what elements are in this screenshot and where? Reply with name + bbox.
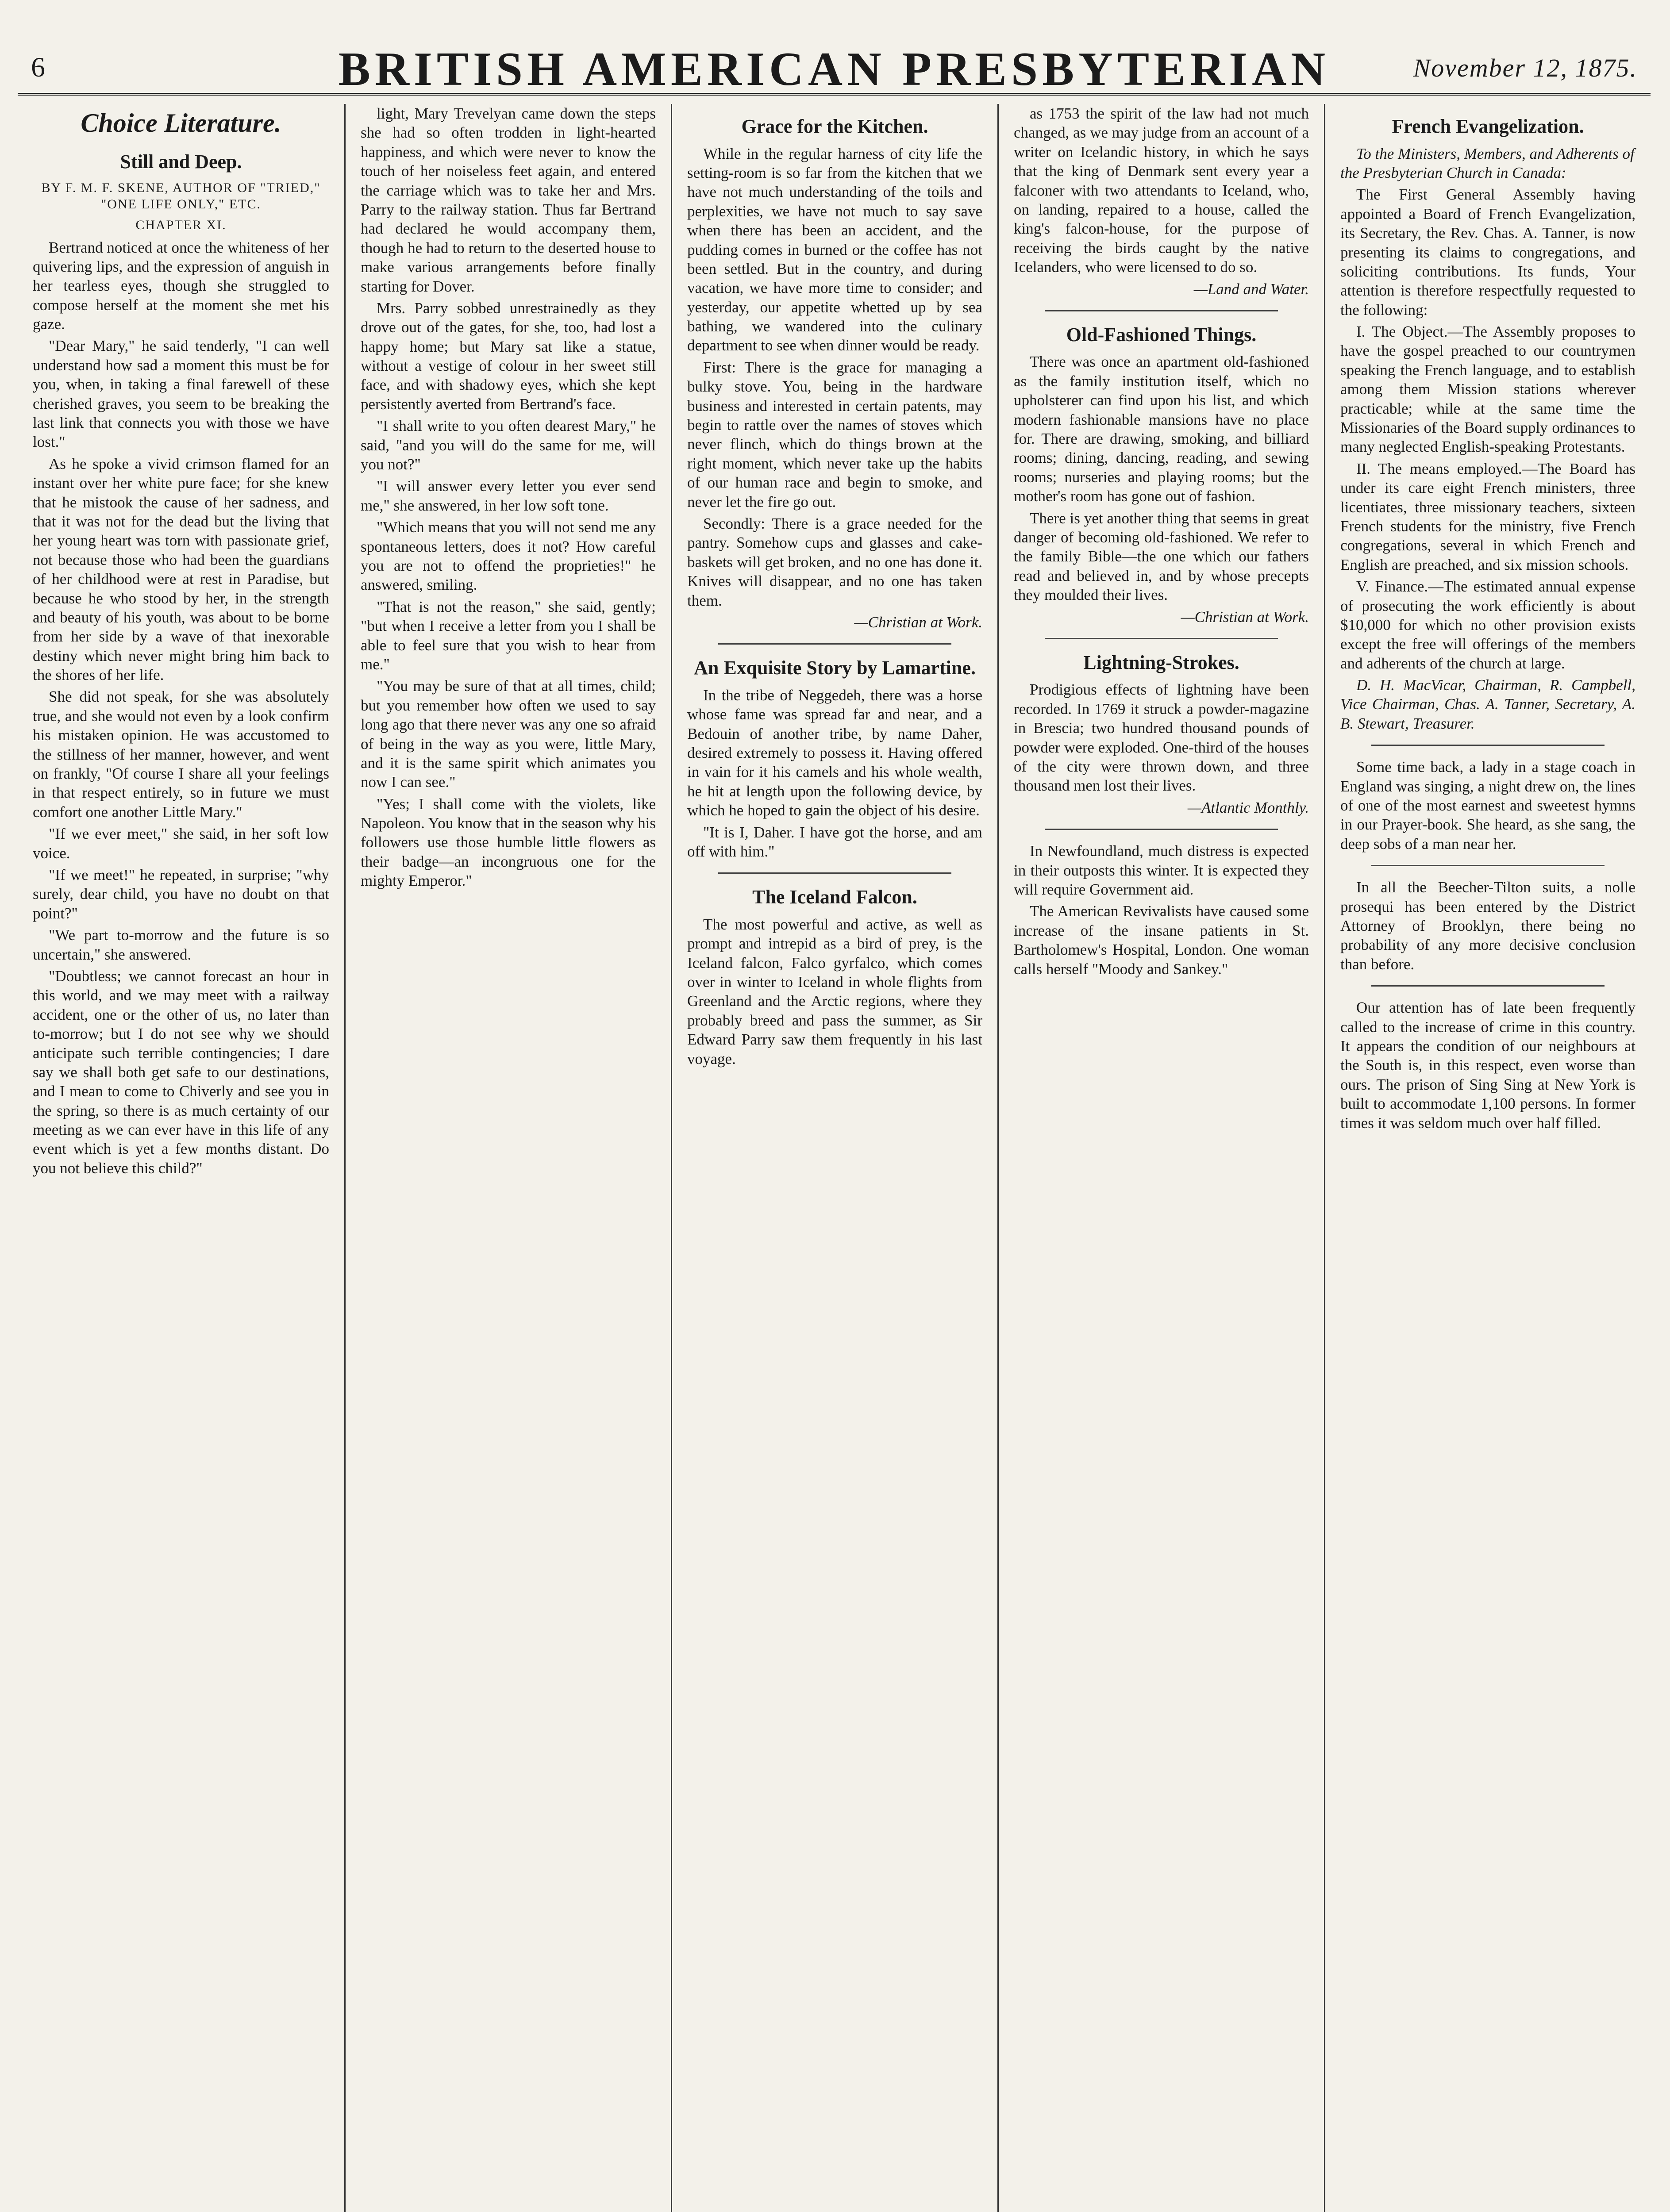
paragraph: II. The means employed.—The Board has under its care eight French ministers, three licentiates, three missionary teachers, sixteen French students for the ministry, five French congregations, several in which French and English are preached, and six mission schools. (1340, 460, 1635, 573)
page-number: 6 (31, 51, 45, 83)
paragraph: V. Finance.—The estimated annual expense of prosecuting the work efficiently is about $10,000 for which no other provision exists except the free will offerings of the members and adherents of the church at large. (1340, 578, 1635, 672)
attribution: —Land and Water. (1193, 280, 1309, 298)
paragraph: While in the regular harness of city life the setting-room is so far from the kitchen that we have not much understanding of the toils and perplexities, we have not much to say save when there has been an accident, and the pudding comes in burned or the coffee has not been settled. But in the country, and during vacation, we have more time to consider; and yesterday, our appetite whetted up by sea bathing, we wandered into the culinary department to see when dinner would be ready. (687, 145, 982, 354)
column-1 (18, 104, 344, 2212)
paragraph: I. The Object.—The Assembly proposes to have the gospel preached to our countrymen speaking the French language, and to establish among them Mission stations wherever practicable; while at the same time the Missionaries of the Board supply ordinances to many neglected English-speaking Protestants. (1340, 323, 1635, 456)
column-5 (1324, 104, 1651, 2212)
article-heading: An Exquisite Story by Lamartine. (694, 657, 976, 679)
divider (1371, 985, 1605, 987)
paragraph: "I shall write to you often dearest Mary," he said, "and you will do the same for me, will you not?" (361, 417, 656, 473)
paragraph: "If we meet!" he repeated, in surprise; "why surely, dear child, you have no doubt on that point?" (33, 866, 329, 922)
article-heading: Lightning-Strokes. (1083, 651, 1239, 673)
paragraph: Our attention has of late been frequently called to the increase of crime in this country. It appears the condition of our neighbours at the South is, in this respect, even worse than ours. The prison of Sing Sing at New York is built to accommodate 1,100 persons. In former times it was seldom much over half filled. (1340, 999, 1635, 1132)
paragraph: Secondly: There is a grace needed for the pantry. Somehow cups and glasses and cake-baskets will get broken, and no one has done it. Knives will disappear, and no one has taken them. (687, 515, 982, 609)
paragraph: The First General Assembly having appointed a Board of French Evangelization, its Secretary, the Rev. Chas. A. Tanner, is now presenting its claims to congregations, and soliciting contributions. Its funds, Your attention is therefore respectfully requested to the following: (1340, 186, 1635, 319)
attribution: —Christian at Work. (854, 613, 982, 631)
paragraph: "Which means that you will not send me any spontaneous letters, does it not? How careful you are not to offend the proprieties!" he answered, smiling. (361, 518, 656, 594)
column-4 (997, 104, 1324, 2212)
paragraph: First: There is the grace for managing a bulky stove. You, being in the hardware business and interested in certain patents, may begin to rattle over the names of stoves which never flinch, which do things brown at the right moment, which never take up the habits of our human race and begin to smoke, and never let the fire go out. (687, 358, 982, 511)
issue-date: November 12, 1875. (1413, 54, 1637, 82)
paragraph: Mrs. Parry sobbed unrestrainedly as they drove out of the gates, for she, too, had lost a happy home; but Mary sat like a statue, without a vestige of colour in her sweet still face, and with shadowy eyes, which she kept persistently averted from Bertrand's face. (361, 299, 656, 413)
attribution: —Atlantic Monthly. (1187, 799, 1309, 816)
signatures: D. H. MacVicar, Chairman, R. Campbell, Vice Chairman, Chas. A. Tanner, Secretary, A. B. Stewart, Treasurer. (1340, 676, 1635, 732)
paragraph: "We part to-morrow and the future is so uncertain," she answered. (33, 926, 329, 963)
salutation: To the Ministers, Members, and Adherents of the Presbyterian Church in Canada: (1340, 145, 1635, 181)
attribution: —Christian at Work. (1181, 608, 1309, 626)
paragraph: The American Revivalists have caused some increase of the insane patients in St. Bartholomew's Hospital, London. One woman calls herself "Moody and Sankey." (1014, 902, 1309, 978)
divider (718, 872, 951, 874)
article-columns (18, 104, 1651, 2212)
article-heading: Grace for the Kitchen. (741, 115, 928, 137)
story-title: Still and Deep. (120, 151, 242, 173)
paragraph: light, Mary Trevelyan came down the steps she had so often trodden in light-hearted happiness, and which were never to know the touch of her noiseless feet again, and entered the carriage which was to take her and Mrs. Parry to the railway station. Thus far Bertrand had declared he would accompany them, though he had to return to the deserted house to make various arrangements before finally starting for Dover. (361, 105, 656, 295)
column-2 (344, 104, 671, 2212)
paragraph: "Dear Mary," he said tenderly, "I can well understand how sad a moment this must be for you, when, in taking a final farewell of these cherished graves, you seem to be breaking the last link that connects you with those we have lost." (33, 337, 329, 451)
paragraph: In Newfoundland, much distress is expected in their outposts this winter. It is expected they will require Government aid. (1014, 842, 1309, 898)
paragraph: Prodigious effects of lightning have been recorded. In 1769 it struck a powder-magazine in Brescia; two hundred thousand pounds of powder were exploded. One-third of the houses of the city were thrown down, and three thousand men lost their lives. (1014, 681, 1309, 795)
divider (1045, 829, 1278, 830)
article-heading: The Iceland Falcon. (752, 886, 917, 908)
paragraph: "If we ever meet," she said, in her soft low voice. (33, 825, 329, 862)
newspaper-title: BRITISH AMERICAN PRESBYTERIAN (338, 43, 1330, 96)
divider (1045, 310, 1278, 311)
paragraph: In all the Beecher-Tilton suits, a nolle prosequi has been entered by the District Attorney of Brooklyn, there being no probability of any more decisive conclusion than before. (1340, 879, 1635, 973)
paragraph: "You may be sure of that at all times, child; but you remember how often we used to say long ago that there never was any one so afraid of being in the way as you were, little Mary, and it is the same spirit which animates you now I can see." (361, 677, 656, 791)
paragraph: She did not speak, for she was absolutely true, and she would not even by a look confirm his mistaken opinion. He was accustomed to the stillness of her manner, however, and went on frankly, "Of course I share all your feelings in that respect entirely, so in future we must comfort one another Little Mary." (33, 688, 329, 821)
paragraph: There is yet another thing that seems in great danger of becoming old-fashioned. We refer to the family Bible—the one which our fathers read and believed in, and by whose precepts they moulded their lives. (1014, 509, 1309, 604)
paragraph: "It is I, Daher. I have got the horse, and am off with him." (687, 823, 982, 860)
paragraph: There was once an apartment old-fashioned as the family institution itself, which no upholsterer can find upon his list, and which modern fashionable mansions have no place for. There are drawing, smoking, and billiard rooms; dining, dancing, reading, and sewing rooms; nurseries and playing rooms; but the mother's room has gone out of fashion. (1014, 353, 1309, 505)
divider (1371, 745, 1605, 746)
divider (718, 643, 951, 645)
paragraph: "Yes; I shall come with the violets, like Napoleon. You know that in the season why his followers use those humble little flowers as their badge—an incongruous one for the mighty Emperor." (361, 795, 656, 890)
paragraph: Bertrand noticed at once the whiteness of her quivering lips, and the expression of anguish in her tearless eyes, though she struggled to compose herself at the moment she met his gaze. (33, 238, 329, 333)
paragraph: "Doubtless; we cannot forecast an hour in this world, and we may meet with a railway accident, one or the other of us, no later than to-morrow; but I do not see why we should anticipate such terrible contingencies; I dare say we shall both get safe to our destinations, and I mean to come to Chiverly and see you in the spring, so there is as much certainty of our meeting as we can ever have in this life of any event which is yet a few months distant. Do you not believe this child?" (33, 967, 329, 1177)
section-heading: Choice Literature. (81, 108, 281, 138)
column-3 (671, 104, 997, 2212)
paragraph: "That is not the reason," she said, gently; "but when I receive a letter from you I shall be able to feel sure that you wish to hear from me." (361, 598, 656, 673)
paragraph: Some time back, a lady in a stage coach in England was singing, a night drew on, the lines of one of the most earnest and sweetest hymns in our Prayer-book. She heard, as she sang, the deep sobs of a man near her. (1340, 758, 1635, 853)
masthead (18, 27, 1651, 96)
divider (1371, 865, 1605, 866)
byline: BY F. M. F. SKENE, AUTHOR OF "TRIED," "ONE LIFE ONLY," ETC. (41, 180, 321, 212)
article-heading: French Evangelization. (1392, 115, 1584, 137)
paragraph: As he spoke a vivid crimson flamed for an instant over her white pure face; for she knew that he mistook the cause of her sadness, and that it was not for the dead but the living that her young heart was torn with passionate grief, not because those who had been the guardians of her childhood were at rest in Paradise, but because he who stood by her, in the strength and beauty of his youth, was about to be borne from her side by a wave of that inexorable destiny which never might bring him back to the shores of her life. (33, 455, 329, 684)
paragraph: "I will answer every letter you ever send me," she answered, in her low soft tone. (361, 477, 656, 514)
divider (1045, 638, 1278, 639)
paragraph: In the tribe of Neggedeh, there was a horse whose fame was spread far and near, and a Bedouin of another tribe, by name Daher, desired extremely to possess it. Having offered in vain for it his camels and his whole wealth, he hit at length upon the following device, by which he hoped to gain the object of his desire. (687, 686, 982, 819)
newspaper-page (18, 18, 1651, 2212)
paragraph: as 1753 the spirit of the law had not much changed, as we may judge from an account of a writer on Icelandic history, in which he says that the king of Denmark sent every year a falconer with two attendants to Iceland, who, on landing, repaired to a house, called the king's falcon-house, for the purpose of receiving the birds caught by the native Icelanders, who were licensed to do so. (1014, 105, 1309, 276)
chapter-heading: CHAPTER XI. (135, 218, 227, 233)
paragraph: The most powerful and active, as well as prompt and intrepid as a bird of prey, is the Iceland falcon, Falco gyrfalco, which comes over in winter to Iceland in whole flights from Greenland and the Arctic regions, where they probably breed and pass the summer, as Sir Edward Parry saw them frequently in his last voyage. (687, 915, 982, 1068)
article-heading: Old-Fashioned Things. (1066, 323, 1257, 346)
